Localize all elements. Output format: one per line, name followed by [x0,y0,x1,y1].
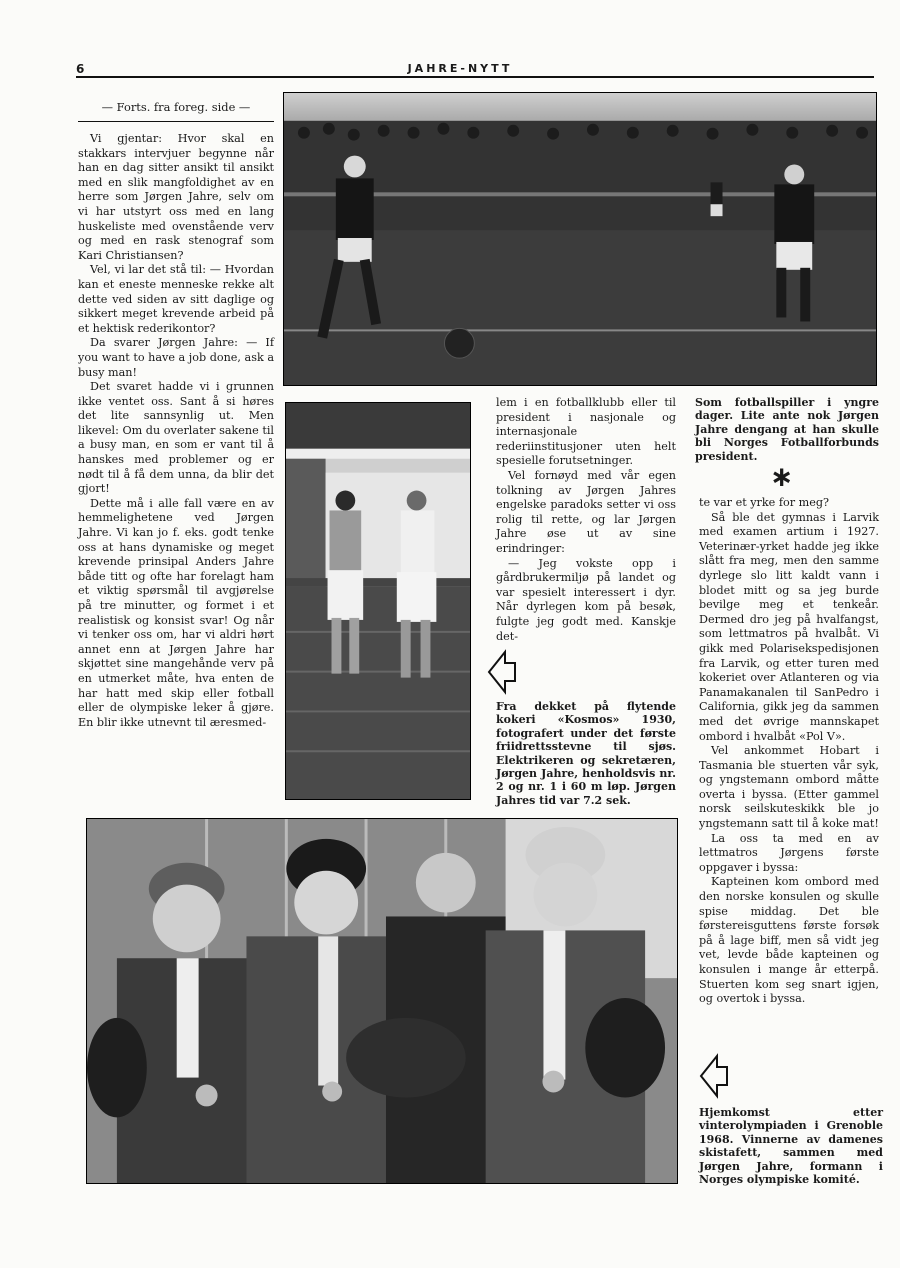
grenoble-photo-image [87,819,677,1183]
kosmos-deck-photo-image [286,403,470,799]
paragraph: lem i en fotballklubb eller til president i nasjonale og internasjonale rederiinstitusjoner uten helt spesielle forutsetninger. [496,396,676,468]
football-caption: Som fotballspiller i yngre dager. Lite ante nok Jørgen Jahre dengang at han skulle bli Norges Fotballforbunds president. [695,396,879,463]
paragraph: te var et yrke for meg? [699,496,830,509]
paragraph: Dette må i alle fall være en av hemmelighetene ved Jørgen Jahre. Vi kan jo f. eks. godt tenke oss at hans dynamiske og meget krevende prinsipal Anders Jahre både titt og ofte har forelagt ham et viktig spørsmål til avgjørelse på tre minutter, og formet i et realistisk og konsist svar! Og når vi tenker oss om, har vi aldri hørt annet enn at Jørgen Jahre har skjøttet sine mangehånde verv på en utmerket måte, hva enten de har hatt med skip eller fotball eller de olympiske leker å gjøre. En blir ikke utnevnt til æresmed- [78,496,274,729]
football-photo [283,92,877,386]
football-photo-image [284,93,876,385]
kosmos-caption: Fra dekket på flytende kokeri «Kosmos» 1930, fotografert under det første friidrettsstevne til sjøs. Elektrikeren og sekretæren, Jørgen Jahre, henholdsvis nr. 2 og nr. 1 i 60 m løp. Jørgen Jahres tid var 7.2 sek. [496,700,676,807]
publication-title: JAHRE-NYTT [407,62,513,75]
paragraph: Vel, vi lar det stå til: — Hvordan kan et eneste menneske rekke alt dette ved siden av sitt daglige og sikkert meget krevende arbeid på et hektisk rederikontor? [78,263,274,335]
continuation-rule [78,121,274,122]
paragraph: La oss ta med en av lettmatros Jørgens første oppgaver i byssa: [699,831,879,874]
asterisk-icon: ∗ [770,460,794,493]
header-rule [76,76,874,78]
continuation-label: — Forts. fra foreg. side — [101,100,251,114]
grenoble-photo [86,818,678,1184]
page-number: 6 [76,62,85,76]
kosmos-deck-photo [285,402,471,800]
left-arrow-icon [699,1052,729,1100]
paragraph: — Jeg vokste opp i gårdbrukermiljø på landet og var spesielt interessert i dyr. Når dyrlegen kom på besøk, fulgte jeg godt med. Kanskje det- [496,556,676,643]
left-arrow-icon [487,648,517,696]
paragraph: Det svaret hadde vi i grunnen ikke ventet oss. Sant å si høres det lite sannsynlig ut. Men likevel: Om du overlater sakene til a busy man, en som er vant til å hanskes med problemer og er nødt til å få dem unna, da blir det gjort! [78,380,274,496]
paragraph: Vi gjentar: Hvor skal en stakkars intervjuer begynne når han en dag sitter ansikt til ansikt med en slik mangfoldighet av en herre som Jørgen Jahre, selv om vi har utstyrt oss med en lang huskeliste med ovenstående verv og med en rask stenograf som Kari Christiansen? [78,132,274,262]
paragraph: Da svarer Jørgen Jahre: — If you want to have a job done, ask a busy man! [78,336,274,379]
grenoble-caption: Hjemkomst etter vinterolympiaden i Grenoble 1968. Vinnerne av damenes skistafett, sammen med Jørgen Jahre, formann i Norges olympiske komité. [699,1106,883,1187]
paragraph: Vel fornøyd med vår egen tolkning av Jørgen Jahres engelske paradoks setter vi oss rolig til rette, og lar Jørgen Jahre øse ut av sine erindringer: [496,468,676,555]
column-4 [699,496,879,1007]
paragraph: Vel ankommet Hobart i Tasmania ble stuerten vår syk, og yngstemann ombord måtte overta i byssa. (Etter gammel norsk seilskuteskikk ble jo yngstemann satt til å koke mat! [699,744,879,831]
column-1 [78,132,274,730]
paragraph: Kapteinen kom ombord med den norske konsulen og skulle spise middag. Det ble førstereisguttens første forsøk på å lage biff, men så vidt jeg vet, levde både kapteinen og konsulen i mange år etterpå. Stuerten kom seg snart igjen, og overtok i byssa. [699,875,879,1006]
column-3 [496,396,676,644]
paragraph: Så ble det gymnas i Larvik med examen artium i 1927. Veterinær-yrket hadde jeg ikke slått fra meg, men den samme dyrlege slo litt kaldt vann i blodet mitt og sa jeg burde bevilge meg et tenkeår. Dermed dro jeg på hvalfangst, som lettmatros på hvalbåt. Vi gikk med Polarisekspedisjonen fra Larvik, og etter turen med kokeriet over Atlanteren og via Panamakanalen til SanPedro i California, gikk jeg da sammen med det øvrige mannskapet ombord i hvalbåt «Pol V». [699,510,879,743]
